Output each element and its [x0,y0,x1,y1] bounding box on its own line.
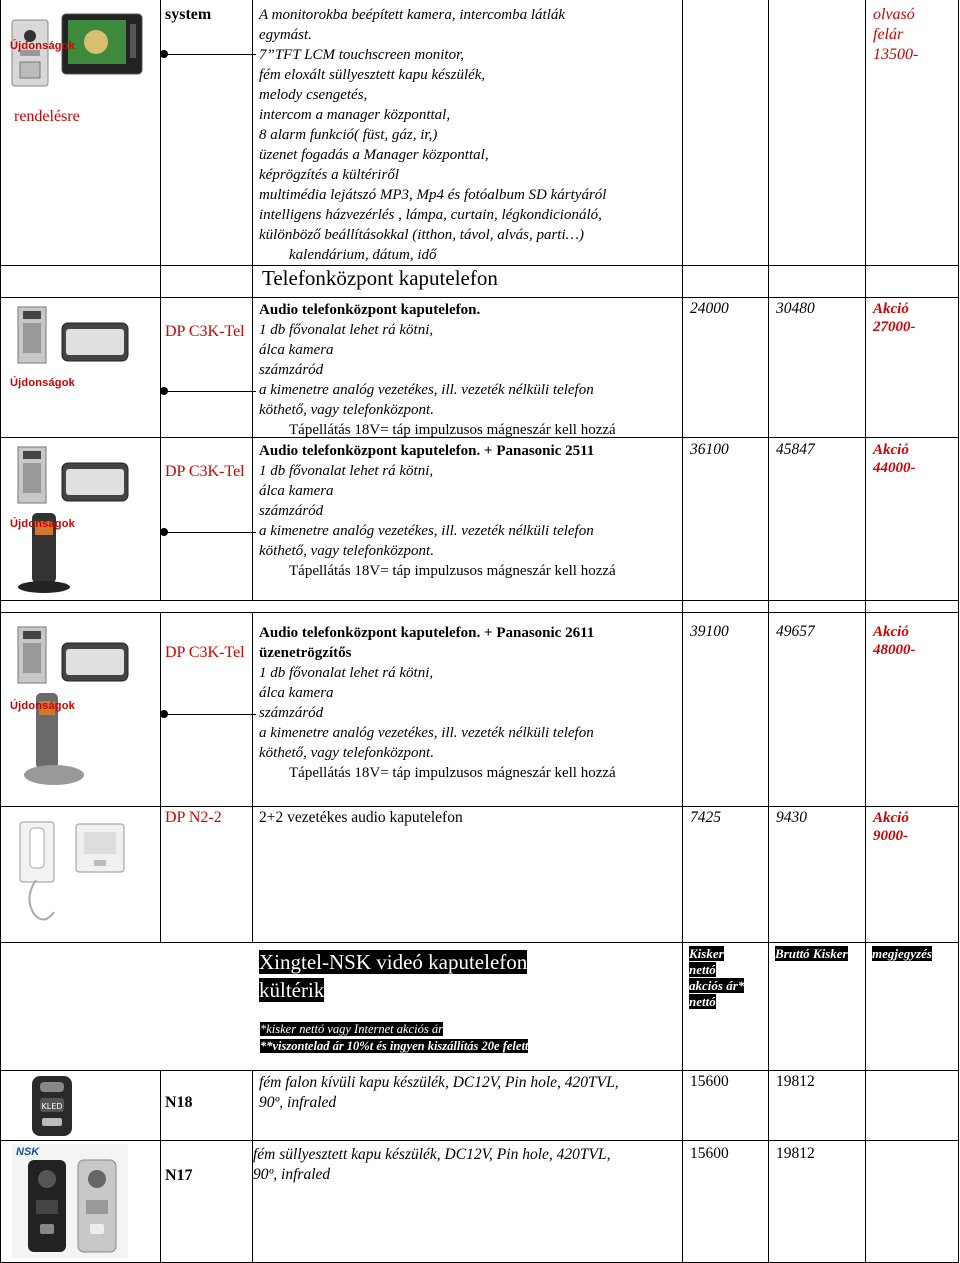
model-name: DP C3K-Tel [165,323,245,340]
product-description: Audio telefonközpont kaputelefon. + Panasonic 2611 üzenetrögzítős 1 db fővonalat lehet rá kötni, álca kamera számzáród a kimenetre analóg vezetékes, ill. vezeték nélküli telefon köthető, vagy telefonközpont. Tápellátás 18V= táp impulzusos mágneszár kell hozzá [259,625,616,781]
section-title: Telefonközpont kaputelefon [262,266,498,290]
model-name: DP C3K-Tel [165,644,245,661]
audio-intercom-image [14,818,154,928]
product-description: fém falon kívüli kapu készülék, DC12V, Pin hole, 420TVL, 90º, infraled [259,1074,619,1111]
door-station-image [14,305,134,365]
system-label: system [165,6,212,23]
gross-price: 45847 [776,441,815,458]
footnotes: *kisker nettó vagy Internet akciós ár **viszontelad ár 10%t és ingyen kiszállítás 20e felett [260,1022,529,1053]
n17-door-units-image [12,1144,128,1258]
product-description: Audio telefonközpont kaputelefon. + Panasonic 2511 1 db fővonalat lehet rá kötni, álca kamera számzáród a kimenetre analóg vezetékes, ill. vezeték nélküli telefon köthető, vagy telefonközpont. Tápellátás 18V= táp impulzusos mágneszár kell hozzá [259,443,616,579]
order-label: rendelésre [14,108,80,125]
gross-price: 9430 [776,809,807,826]
net-price: 36100 [690,441,729,458]
net-price: 15600 [690,1073,729,1090]
note-header: megjegyzés [872,946,932,961]
kisker-header: Kisker nettó akciós ár* nettó [689,946,745,1009]
gross-price: 30480 [776,300,815,317]
brutto-header: Bruttó Kisker [775,946,848,961]
promo-price: Akció 27000- [873,301,916,335]
net-price: 24000 [690,300,729,317]
net-price: 15600 [690,1145,729,1162]
promo-price: Akció 48000- [873,624,916,658]
model-name: N17 [165,1167,193,1184]
gross-price: 19812 [776,1145,815,1162]
model-name: DP C3K-Tel [165,463,245,480]
promo-price: Akció 9000- [873,810,909,844]
n18-door-unit-image [28,1074,88,1138]
product-description: Audio telefonközpont kaputelefon. 1 db fővonalat lehet rá kötni, álca kamera számzáród a kimenetre analóg vezetékes, ill. vezeték nélküli telefon köthető, vagy telefonközpont. Tápellátás 18V= táp impulzusos mágneszár kell hozzá [259,302,616,438]
product-description: fém süllyesztett kapu készülék, DC12V, Pin hole, 420TVL, 90º, infraled [253,1146,611,1183]
gross-price: 19812 [776,1073,815,1090]
net-price: 39100 [690,623,729,640]
product-description: 2+2 vezetékes audio kaputelefon [259,809,463,826]
section2-title: Xingtel-NSK videó kaputelefon kültérik [259,950,528,1002]
model-name: N18 [165,1094,193,1111]
gross-price: 49657 [776,623,815,640]
svg-text:KLED: KLED [41,1102,63,1111]
net-price: 7425 [690,809,721,826]
nsk-logo: NSK [16,1146,40,1158]
reader-surcharge: olvasó felár 13500- [873,6,919,63]
promo-price: Akció 44000- [873,442,916,476]
monitor-features: A monitorokba beépített kamera, intercomba látlák egymást. 7”TFT LCM touchscreen monitor, fém eloxált süllyesztett kapu készülék, melody csengetés, intercom a manager központtal, 8 alarm funkció( füst, gáz, ir,) üzenet fogadás a Manager központtal, képrögzítés a kültériről multimédia lejátszó MP3, Mp4 és fotóalbum SD kártyáról intelligens házvezérlés , lámpa, curtain, légkondicionáló, különböző beállításokkal (itthon, távol, alvás, parti…) kalendárium, dátum, idő [259,7,607,263]
model-name: DP N2-2 [165,809,222,826]
